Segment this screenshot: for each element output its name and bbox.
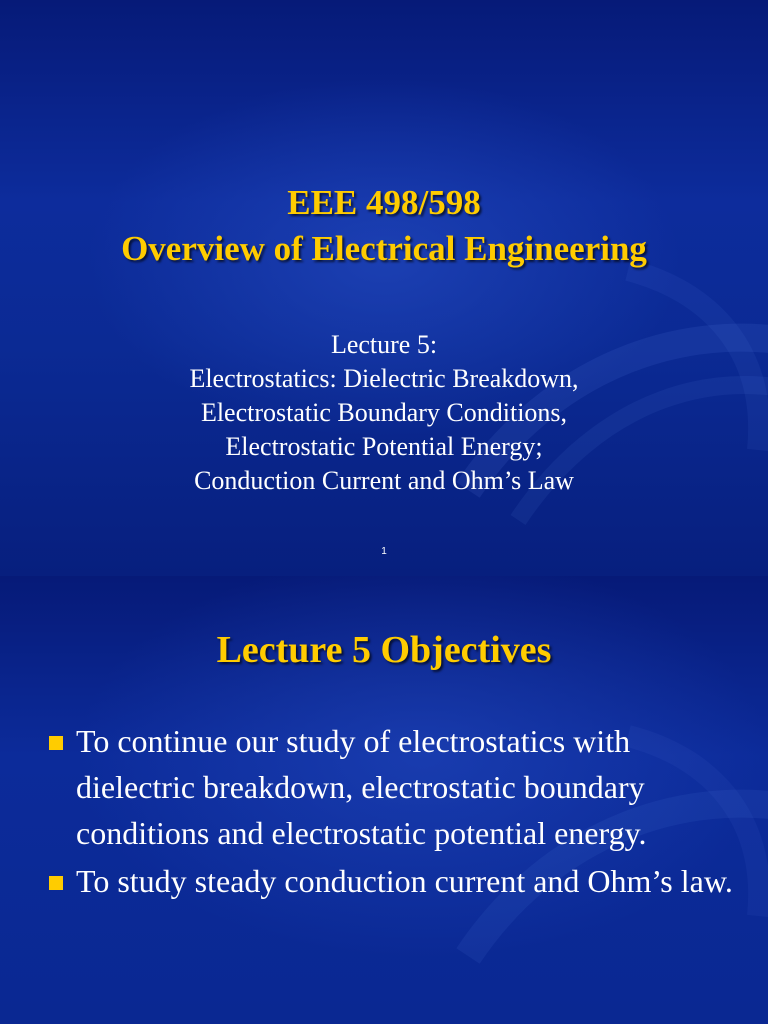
bullet-text: To study steady conduction current and Ohm’s law. xyxy=(76,863,733,899)
page-number: 1 xyxy=(381,546,387,557)
objectives-title: Lecture 5 Objectives xyxy=(216,629,552,671)
objectives-slide xyxy=(0,576,768,1024)
list-item xyxy=(44,858,744,904)
bullet-text: To continue our study of electrostatics with dielectric breakdown, electrostatic boundary conditions and electrostatic potential energy. xyxy=(76,723,647,851)
slide-subtitle xyxy=(0,328,768,498)
square-bullet-icon xyxy=(49,736,63,750)
topic-line: Electrostatic Boundary Conditions, xyxy=(200,398,568,427)
lecture-label: Lecture 5: xyxy=(330,330,438,359)
objectives-list xyxy=(44,718,744,906)
list-item xyxy=(44,718,744,856)
course-code: EEE 498/598 xyxy=(287,183,481,222)
topic-line: Electrostatics: Dielectric Breakdown, xyxy=(189,364,579,393)
slide-title xyxy=(0,180,768,272)
course-title: Overview of Electrical Engineering xyxy=(121,229,647,268)
square-bullet-icon xyxy=(49,876,63,890)
topic-line: Electrostatic Potential Energy; xyxy=(225,432,543,461)
topic-line: Conduction Current and Ohm’s Law xyxy=(194,466,574,495)
